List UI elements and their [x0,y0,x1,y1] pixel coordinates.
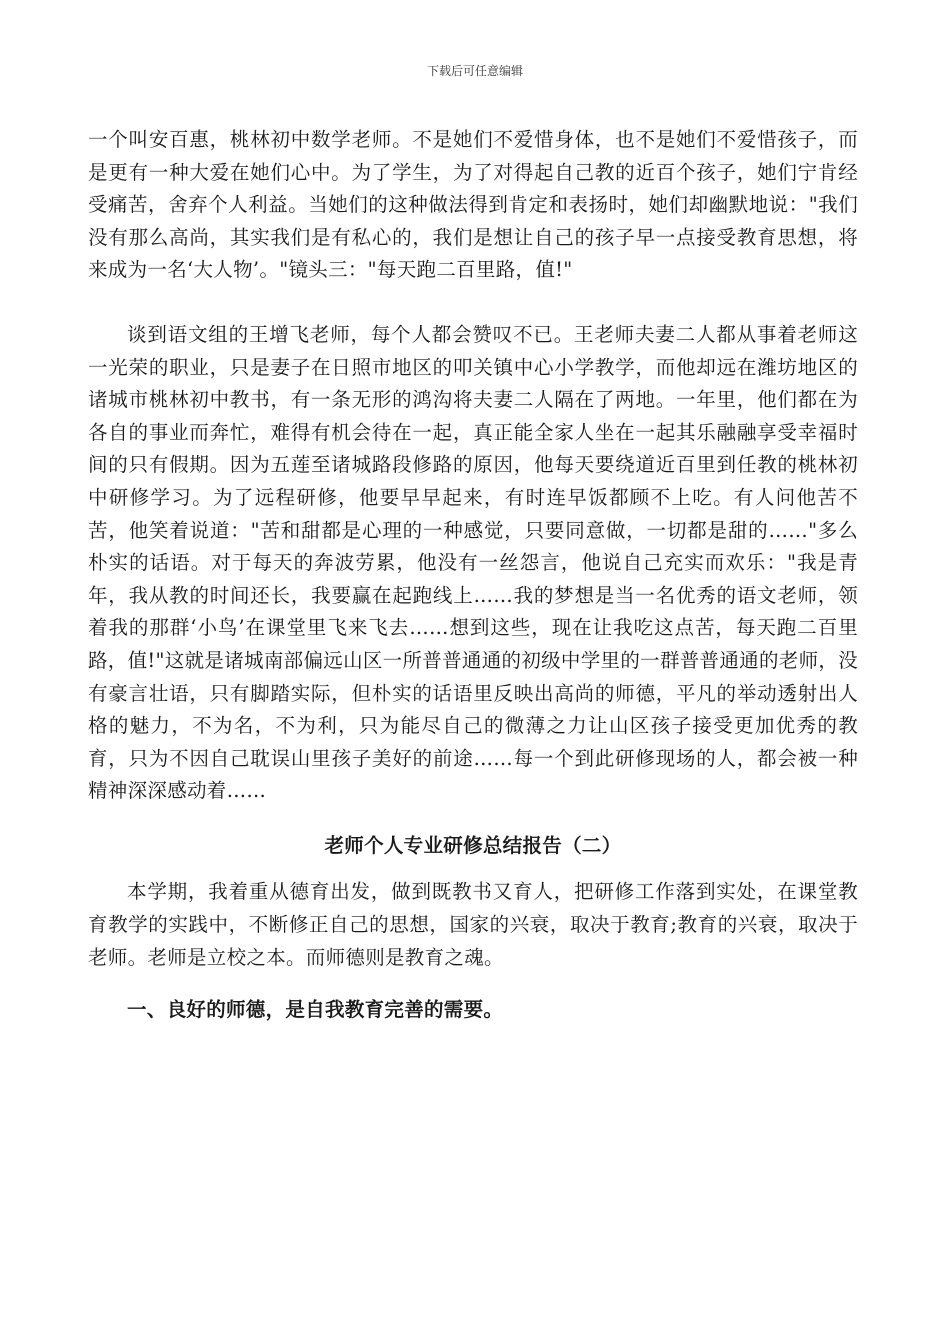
heading-1: 一、良好的师德，是自我教育完善的需要。 [127,998,504,1022]
paragraph-1: 一个叫安百惠，桃林初中数学老师。不是她们不爱惜身体，也不是她们不爱惜孩子，而是更有一种大爱在她们心中。为了学生，为了对得起自己教的近百个孩子，她们宁肯经受痛苦，舍弃个人利益。当她们的这种做法得到肯定和表扬时，她们却幽默地说："我们没有那么高尚，其实我们是有私心的，我们是想让自己的孩子早一点接受教育思想，将来成为一名‘大人物’。"镜头三："每天跑二百里路，值!" [88,128,858,282]
header-note: 下载后可任意编辑 [426,64,523,78]
document-body [88,124,858,1027]
paragraph-2: 谈到语文组的王增飞老师，每个人都会赞叹不已。王老师夫妻二人都从事着老师这一光荣的职业，只是妻子在日照市地区的叩关镇中心小学教学，而他却远在潍坊地区的诸城市桃林初中教书，有一条无形的鸿沟将夫妻二人隔在了两地。一年里，他们都在为各自的事业而奔忙，难得有机会待在一起，真正能全家人坐在一起其乐融融享受幸福时间的只有假期。因为五莲至诸城路段修路的原因，他每天要绕道近百里到任教的桃林初中研修学习。为了远程研修，他要早早起来，有时连早饭都顾不上吃。有人问他苦不苦，他笑着说道："苦和甜都是心理的一种感觉，只要同意做，一切都是甜的……"多么朴实的话语。对于每天的奔波劳累，他没有一丝怨言，他说自己充实而欢乐："我是青年，我从教的时间还长，我要赢在起跑线上……我的梦想是当一名优秀的语文老师，领着我的那群‘小鸟’在课堂里飞来飞去……想到这些，现在让我吃这点苦，每天跑二百里路，值!"这就是诸城南部偏远山区一所普普通通的初级中学里的一群普普通通的老师，没有豪言壮语，只有脚踏实际，但朴实的话语里反映出高尚的师德，平凡的举动透射出人格的魅力，不为名，不为利，只为能尽自己的微薄之力让山区孩子接受更加优秀的教育，只为不因自己耽误山里孩子美好的前途……每一个到此研修现场的人，都会被一种精神深深感动着…… [88,322,858,803]
section-title: 老师个人专业研修总结报告（二） [324,833,622,857]
paragraph-3: 本学期，我着重从德育出发，做到既教书又育人，把研修工作落到实处，在课堂教育教学的实践中，不断修正自己的思想，国家的兴衰，取决于教育;教育的兴衰，取决于老师。老师是立校之本。而师德则是教育之魂。 [88,880,858,969]
